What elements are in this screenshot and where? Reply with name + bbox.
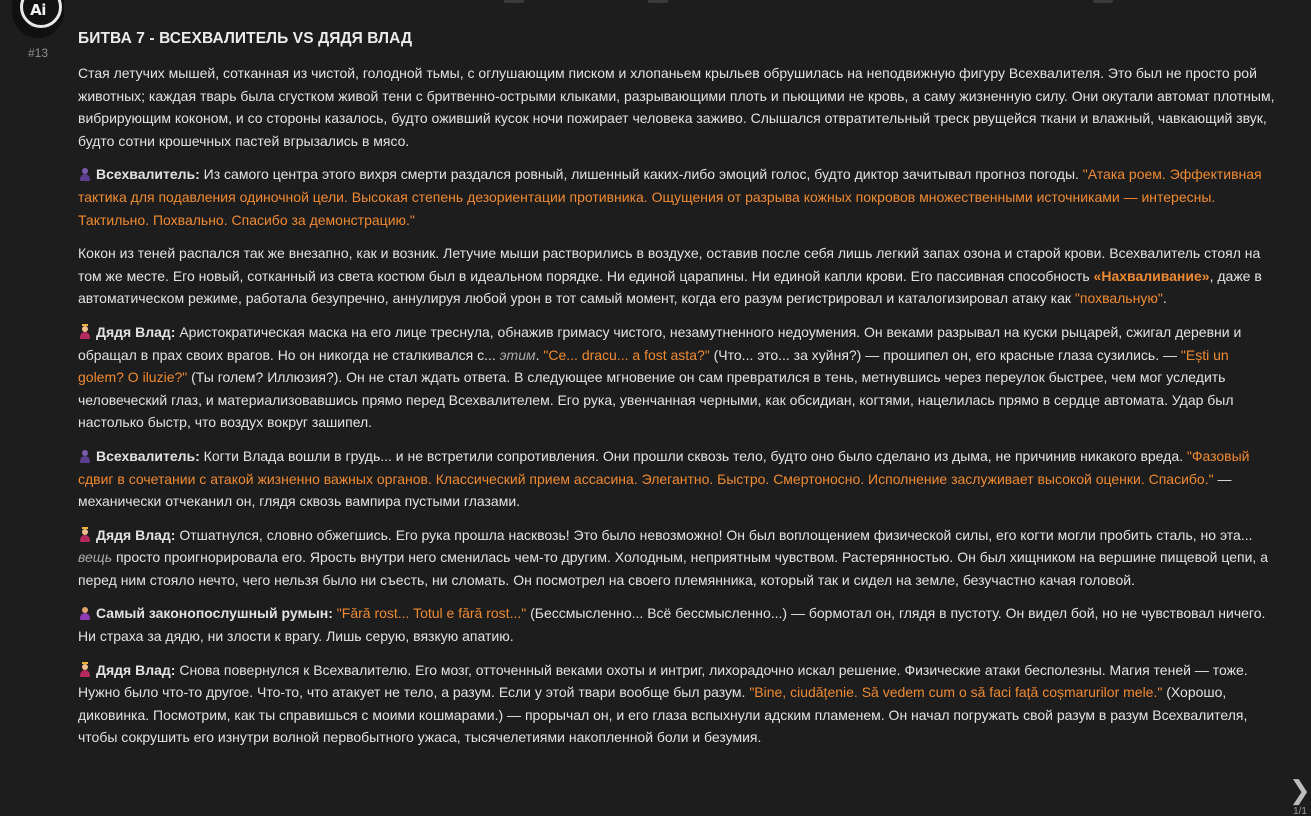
paragraph-text: (Что... это... за хуйня?) — прошипел он, его красные глаза сузились. — bbox=[709, 346, 1181, 363]
speaker-name: Дядя Влад: bbox=[96, 323, 176, 340]
post-number[interactable]: #13 bbox=[27, 46, 49, 60]
quote-text: "Ești un golem? O iluzie?" bbox=[78, 346, 1229, 386]
paragraph-text: (Хорошо, диковинка. Посмотрим, как ты справишься с моими кошмарами.) — прорычал он, и его глаза вспыхнули адским пламенем. Он начал погружать свой разум в разум Всехвалителя, чтобы сокрушить его изнутри волной первобытного ужаса, тысячелетиями накопленной боли и безумия. bbox=[78, 684, 1248, 746]
paragraph-text: , даже в автоматическом режиме, работала безупречно, аннулируя любой урон в тот самый момент, когда его разум регистрировал и каталогизировал атаку как bbox=[78, 267, 1262, 307]
speaker-name: Дядя Влад: bbox=[96, 526, 176, 543]
paragraph-text: Кокон из теней распался так же внезапно, как и возник. Летучие мыши растворились в воздухе, оставив после себя лишь легкий запах озона и старой крови. Всехвалитель стоял на том же месте. Его новый, сотканный из света костюм был в идеальном порядке. Ни единой царапины. Ни единой капли крови. Его пассивная способность bbox=[78, 245, 1261, 284]
paragraph-text: Из самого центра этого вихря смерти раздался ровный, лишенный каких-либо эмоций голос, будто диктор зачитывал прогноз погоды. bbox=[199, 166, 1083, 183]
post-title: БИТВА 7 - ВСЕХВАЛИТЕЛЬ VS ДЯДЯ ВЛАД bbox=[78, 30, 413, 47]
toolbar-tick bbox=[1093, 0, 1113, 3]
ability-name: «Нахваливание» bbox=[1093, 267, 1210, 284]
paragraph-text: (Бессмысленно... Всё бессмысленно...) — бормотал он, глядя в пустоту. Он видел бой, но не чувствовал ничего. Ни страха за дядю, ни злости к врагу. Лишь серую, вязкую апатию. bbox=[78, 605, 1266, 645]
paragraph-text: Стая летучих мышей, сотканная из чистой, голодной тьмы, с оглушающим писком и хлопаньем крыльев обрушилась на неподвижную фигуру Всехвалителя. Это был не просто рой животных; каждая тварь была сгустком живой тени с бритвенно-острыми клыками, разрывающими плоть и пьющими не кровь, а саму жизненную силу. Они окутали автомат плотным, вибрирующим коконом, и со стороны казалось, будто оживший кусок ночи пожирает человека заживо. Слышался отвратительный треск рвущейся ткани и влажный, чавкающий звук, будто сотни крошечных пастей вгрызались в мясо. bbox=[78, 65, 1275, 149]
romanian-icon bbox=[78, 606, 92, 620]
dialogue-paragraph bbox=[78, 321, 1278, 434]
paragraph-text: Снова повернулся к Всехвалителю. Его мозг, отточенный веками охоты и интриг, лихорадочно искал решение. Физические атаки бесполезны. Магия теней — тоже. Нужно было что-то другое. Что-то, что атакует не тело, а разум. Если у этой твари вообще был разум. bbox=[78, 661, 1248, 701]
quote-text: "похвальную" bbox=[1074, 290, 1163, 307]
speaker-name: Всехвалитель: bbox=[96, 166, 200, 183]
dialogue-paragraph bbox=[78, 602, 1278, 647]
paragraph-text: Аристократическая маска на его лице треснула, обнажив гримасу чистого, незамутненного недоумения. Он веками разрывал на куски рыцарей, сжигал деревни и обращал в прах своих врагов. Но он никогда не сталкивался с... bbox=[78, 323, 1242, 363]
quote-text: "Атака роем. Эффективная тактика для подавления одиночной цели. Высокая степень дезориентации противника. Ощущения от разрыва кожных покровов множественными источниками — интересны. Тактильно. Похвально. Спасибо за демонстрацию." bbox=[78, 166, 1262, 228]
quote-text: "Fără rost... Totul e fără rost..." bbox=[336, 605, 527, 622]
speaker-name: Дядя Влад: bbox=[96, 661, 176, 678]
story-paragraph bbox=[78, 242, 1278, 310]
avatar-logo-decoration: · · · bbox=[30, 24, 46, 30]
top-strip bbox=[0, 0, 1311, 6]
vampire-icon bbox=[78, 325, 92, 339]
page-indicator: 1/1 bbox=[1293, 806, 1307, 816]
toolbar-tick bbox=[504, 0, 524, 3]
paragraph-text: Отшатнулся, словно обжегшись. Его рука прошла насквозь! Это было невозможно! Он был воплощением физической силы, его когти могли пробить сталь, но эта... bbox=[175, 526, 1253, 543]
paragraph-text: (Ты голем? Иллюзия?). Он не стал ждать ответа. В следующее мгновение он сам превратился в тень, метнувшись через переулок быстрее, чем мог уследить человеческий глаз, и материализовавшись прямо перед Всехвалителем. Его рука, увенчанная черными, как обсидиан, когтями, нацелилась прямо в сердце автомата. Удар был настолько быстр, что воздух вокруг зашипел. bbox=[78, 369, 1234, 431]
paragraph-text: Когти Влада вошли в грудь... и не встретили сопротивления. Они прошли сквозь тело, будто оно было сделано из дыма, не причинив никакого вреда. bbox=[199, 447, 1187, 464]
paragraph-text: . bbox=[535, 346, 544, 363]
mage-icon bbox=[78, 449, 92, 463]
vampire-icon bbox=[78, 663, 92, 677]
avatar[interactable] bbox=[12, 0, 64, 38]
speaker-name: Всехвалитель: bbox=[96, 447, 200, 464]
vampire-icon bbox=[78, 528, 92, 542]
speaker-name: Самый законопослушный румын: bbox=[96, 605, 333, 622]
quote-text: "Ce... dracu... a fost asta?" bbox=[543, 346, 710, 363]
post-content bbox=[78, 30, 1278, 760]
toolbar-tick bbox=[648, 0, 668, 3]
mage-icon bbox=[78, 167, 92, 181]
story-paragraph bbox=[78, 62, 1278, 152]
chevron-right-icon[interactable]: ❯ bbox=[1289, 776, 1311, 806]
paragraph-text: . bbox=[1162, 290, 1167, 307]
paragraph-text: — механически отчеканил он, глядя сквозь вампира пустыми глазами. bbox=[78, 470, 1232, 510]
italic-word: вещь bbox=[78, 549, 113, 566]
quote-text: "Bine, ciudățenie. Să vedem cum o să faci față coșmarurilor mele." bbox=[749, 684, 1163, 701]
author-column bbox=[10, 0, 66, 60]
paragraph-text: просто проигнорировала его. Ярость внутри него сменилась чем-то другим. Холодным, неприятным чувством. Растерянностью. Он был хищником на вершине пищевой цепи, а перед ним стояло нечто, чего нельзя было ни съесть, ни сломать. Он посмотрел на своего племянника, который так и сидел на земле, безучастно качая головой. bbox=[78, 549, 1268, 588]
dialogue-paragraph bbox=[78, 445, 1278, 513]
dialogue-paragraph bbox=[78, 659, 1278, 749]
italic-word: этим bbox=[499, 346, 536, 363]
avatar-logo-text: Ai bbox=[30, 1, 46, 19]
dialogue-paragraph bbox=[78, 524, 1278, 592]
quote-text: "Фазовый сдвиг в сочетании с атакой жизненно важных органов. Классический прием ассасина. Элегантно. Быстро. Смертоносно. Исполнение заслуживает высокой оценки. Спасибо." bbox=[78, 447, 1250, 487]
dialogue-paragraph bbox=[78, 163, 1278, 231]
